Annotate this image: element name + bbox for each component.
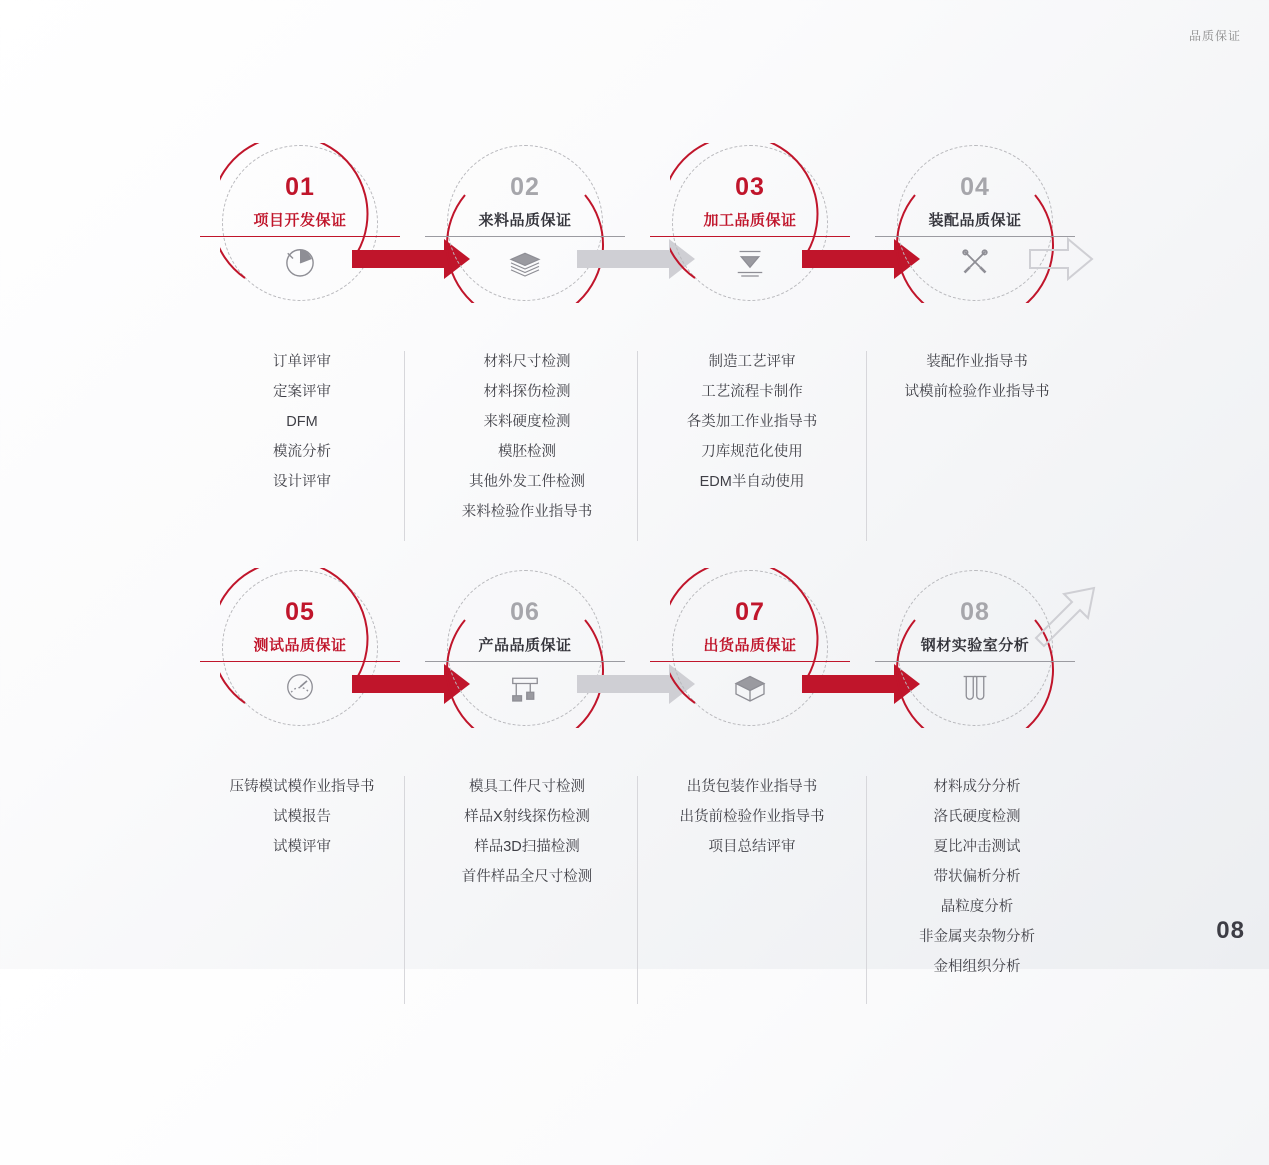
list-item: 来料硬度检测 (483, 414, 571, 430)
header-note: 品质保证 (1188, 29, 1241, 43)
step-05[interactable] (222, 570, 382, 730)
list-item: 试模报告 (273, 809, 331, 825)
step-01-title: 项目开发保证 (200, 209, 400, 237)
step-06[interactable] (447, 570, 607, 730)
list-item: 带状偏析分析 (933, 869, 1021, 885)
step-01[interactable] (222, 145, 382, 305)
list-item: 模流分析 (273, 444, 331, 460)
step-04-title: 装配品质保证 (875, 209, 1075, 237)
test-tubes-icon (897, 666, 1053, 713)
step-01-item-list (182, 347, 422, 497)
step-05-title: 测试品质保证 (200, 634, 400, 662)
list-item: 设计评审 (273, 474, 331, 490)
step-01-number: 01 (285, 173, 315, 201)
list-item: 来料检验作业指导书 (461, 504, 593, 520)
step-03-title: 加工品质保证 (650, 209, 850, 237)
step-05-number: 05 (285, 598, 315, 626)
step-03[interactable] (672, 145, 832, 305)
step-02[interactable] (447, 145, 607, 305)
step-05-item-list (182, 772, 422, 862)
list-item: EDM半自动使用 (699, 474, 805, 490)
step-08-item-list (857, 772, 1097, 982)
row2-circles (0, 570, 1269, 750)
step-04-number: 04 (960, 173, 990, 201)
step-06-number: 06 (510, 598, 540, 626)
step-02-number: 02 (510, 173, 540, 201)
row2-lists (0, 772, 1269, 982)
step-02-item-list (407, 347, 647, 527)
list-item: 首件样品全尺寸检测 (461, 869, 593, 885)
row1-lists (0, 347, 1269, 557)
list-item: 材料尺寸检测 (483, 354, 571, 370)
list-item: 金相组织分析 (933, 959, 1021, 975)
process-row-2 (0, 570, 1269, 975)
list-item: 材料成分分析 (933, 779, 1021, 795)
list-item: 出货包装作业指导书 (686, 779, 818, 795)
list-item: 定案评审 (273, 384, 331, 400)
list-item: 项目总结评审 (708, 839, 796, 855)
arrow-04-tail (1028, 237, 1094, 286)
list-item: 样品3D扫描检测 (474, 839, 580, 855)
step-08-number: 08 (960, 598, 990, 626)
list-item: 工艺流程卡制作 (701, 384, 803, 400)
list-item: 晶粒度分析 (940, 899, 1014, 915)
step-06-title: 产品品质保证 (425, 634, 625, 662)
step-07-title: 出货品质保证 (650, 634, 850, 662)
list-item: 各类加工作业指导书 (686, 414, 818, 430)
list-item: 试模评审 (273, 839, 331, 855)
list-item: 非金属夹杂物分析 (919, 929, 1035, 945)
list-item: 装配作业指导书 (926, 354, 1028, 370)
list-item: 模具工件尺寸检测 (469, 779, 585, 795)
list-item: 夏比冲击测试 (933, 839, 1021, 855)
process-row-1 (0, 145, 1269, 545)
list-item: 压铸模试模作业指导书 (229, 779, 375, 795)
list-item: 试模前检验作业指导书 (904, 384, 1050, 400)
list-item: 样品X射线探伤检测 (464, 809, 590, 825)
step-03-item-list (632, 347, 872, 497)
step-08-title: 钢材实验室分析 (875, 634, 1075, 662)
row1-circles (0, 145, 1269, 325)
arrow-08-tail (1032, 580, 1112, 665)
list-item: 其他外发工件检测 (469, 474, 585, 490)
list-item: DFM (286, 414, 318, 430)
step-02-title: 来料品质保证 (425, 209, 625, 237)
page-number: 08 (1216, 917, 1245, 944)
list-item: 出货前检验作业指导书 (679, 809, 825, 825)
step-04-item-list (857, 347, 1097, 407)
list-item: 制造工艺评审 (708, 354, 796, 370)
step-07-number: 07 (735, 598, 765, 626)
list-item: 洛氏硬度检测 (933, 809, 1021, 825)
step-07[interactable] (672, 570, 832, 730)
step-06-item-list (407, 772, 647, 892)
list-item: 订单评审 (273, 354, 331, 370)
step-07-item-list (632, 772, 872, 862)
list-item: 刀库规范化使用 (701, 444, 803, 460)
list-item: 模胚检测 (498, 444, 556, 460)
list-item: 材料探伤检测 (483, 384, 571, 400)
step-03-number: 03 (735, 173, 765, 201)
